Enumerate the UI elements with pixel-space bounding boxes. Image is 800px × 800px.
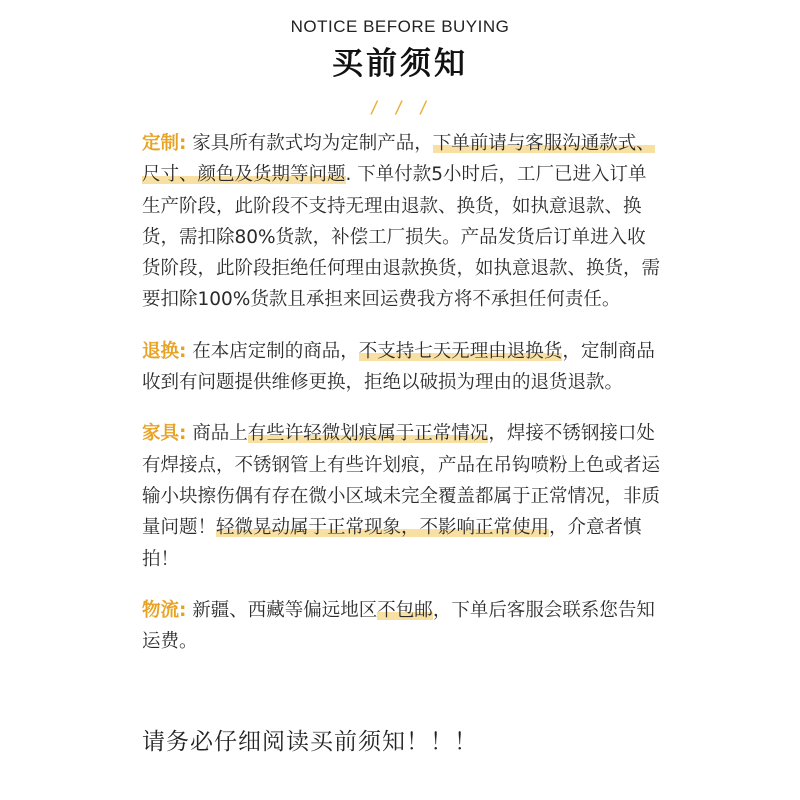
notice-body [142, 128, 662, 677]
section-label: 定制: [142, 133, 187, 154]
slash-decoration: / / / [369, 98, 431, 118]
section-text: 新疆、西藏等偏远地区 [186, 599, 378, 621]
chinese-title: 买前须知 [332, 46, 468, 82]
section-custom [142, 128, 662, 316]
section-furniture [142, 418, 662, 574]
section-text: 商品上 [186, 423, 248, 445]
highlight-text: 有些许轻微划痕属于正常情况 [247, 423, 489, 445]
section-text: . 下单付款5小时后，工厂已进入订单生产阶段，此阶段不支持无理由退款、换货，如执意退款、换货，需扣除80%货款，补偿工厂损失。产品发货后订单进入收货阶段，此阶段拒绝任何理由退款换货，如执意退款、换货，需要扣除100%货款且承担来回运费我方将不承担任何责任。 [142, 164, 661, 311]
section-text: 家具所有款式均为定制产品， [186, 133, 433, 154]
highlight-text: 不包邮 [377, 599, 433, 621]
section-text: 在本店定制的商品， [186, 340, 359, 362]
highlight-text: 下单前请与客服沟通款式、尺寸、颜色及货期等问题 [142, 133, 655, 186]
section-return [142, 336, 662, 399]
highlight-text: 轻微晃动属于正常现象，不影响正常使用 [216, 517, 550, 539]
highlight-text: 不支持七天无理由退换货 [358, 340, 563, 362]
section-text: ，定制商品收到有问题提供维修更换，拒绝以破损为理由的退货退款。 [142, 340, 655, 394]
section-label: 退换: [142, 340, 187, 362]
header [0, 14, 800, 120]
section-text: ，介意者慎拍！ [142, 517, 642, 570]
section-logistics [142, 595, 662, 658]
section-label: 家具: [142, 423, 187, 445]
section-text: ，焊接不锈钢接口处有焊接点，不锈钢管上有些许划痕，产品在吊钩喷粉上色或者运输小块擦伤偶有存在微小区域未完全覆盖都属于正常情况，非质量问题！ [142, 423, 661, 539]
footer-reminder: 请务必仔细阅读买前须知！！！ [142, 729, 478, 755]
english-title: NOTICE BEFORE BUYING [290, 17, 510, 36]
section-text: ，下单后客服会联系您告知运费。 [142, 599, 655, 653]
section-label: 物流: [142, 599, 187, 621]
